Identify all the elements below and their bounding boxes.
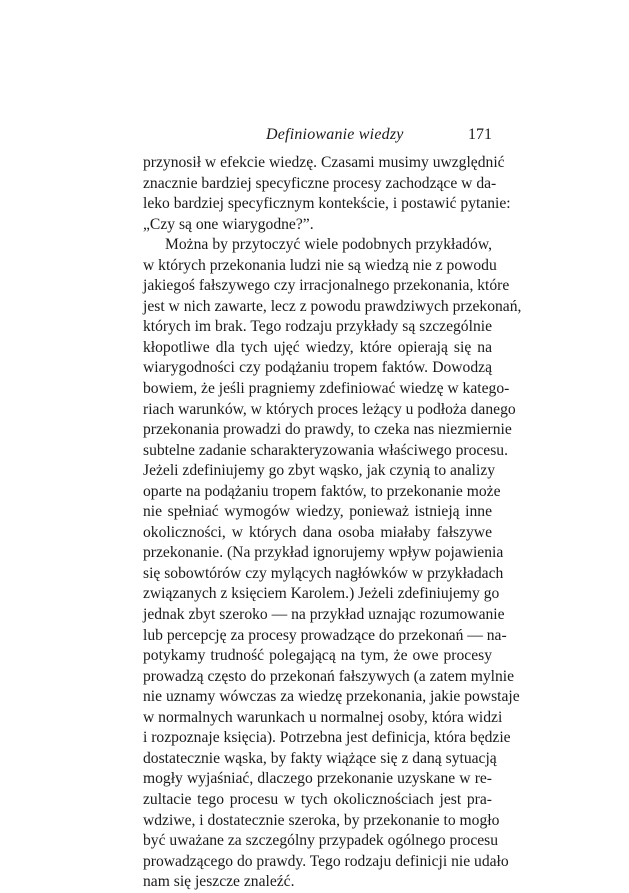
text-line: nam się jeszcze znaleźć. bbox=[143, 873, 295, 891]
text-line: lub percepcję za procesy prowadzące do przekonań — na- bbox=[143, 626, 507, 644]
text-line: mogły wyjaśniać, dlaczego przekonanie uzyskane w re- bbox=[143, 770, 492, 788]
text-line: jakiegoś fałszywego czy irracjonalnego przekonania, które bbox=[143, 277, 510, 295]
body-text bbox=[143, 153, 522, 893]
text-line: w normalnych warunkach u normalnej osoby, która widzi bbox=[143, 708, 503, 726]
text-line: prowadzą często do przekonań fałszywych (a zatem mylnie bbox=[143, 667, 515, 685]
text-line: okoliczności, w których dana osoba miałaby fałszywe bbox=[143, 523, 492, 541]
text-line: zultacie tego procesu w tych okolicznościach jest pra- bbox=[143, 790, 492, 808]
running-head bbox=[144, 124, 492, 146]
text-line: związanych z księciem Karolem.) Jeżeli zdefiniujemy go bbox=[143, 585, 500, 603]
text-line: być uważane za szczególny przypadek ogólnego procesu bbox=[143, 832, 499, 850]
text-line: Jeżeli zdefiniujemy go zbyt wąsko, jak czynią to analizy bbox=[143, 462, 496, 480]
text-line: przekonania prowadzi do prawdy, to czeka nas niezmiernie bbox=[143, 421, 512, 439]
text-line: leko bardziej specyficznym kontekście, i postawić pytanie: bbox=[143, 195, 511, 213]
text-line: nie uznamy wówczas za wiedzę przekonania, jakie powstaje bbox=[143, 688, 520, 706]
text-line: subtelne zadanie scharakteryzowania właściwego procesu. bbox=[143, 441, 508, 459]
text-line: znacznie bardziej specyficzne procesy zachodzące w da- bbox=[143, 174, 497, 192]
text-line: prowadzącego do prawdy. Tego rodzaju definicji nie udało bbox=[143, 852, 509, 870]
text-line: oparte na podążaniu tropem faktów, to przekonanie może bbox=[143, 482, 501, 500]
text-line: jest w nich zawarte, lecz z powodu prawdziwych przekonań, bbox=[143, 297, 522, 315]
text-line: przynosił w efekcie wiedzę. Czasami musimy uwzględnić bbox=[143, 154, 505, 171]
text-line: nie spełniać wymogów wiedzy, ponieważ istnieją inne bbox=[143, 503, 492, 521]
text-line: kłopotliwe dla tych ujęć wiedzy, które opierają się na bbox=[143, 338, 492, 356]
text-line: potykamy trudność polegającą na tym, że owe procesy bbox=[143, 647, 492, 665]
text-line: wdziwe, i dostatecznie szeroka, by przekonanie to mogło bbox=[143, 811, 500, 829]
text-line: których im brak. Tego rodzaju przykłady są szczególnie bbox=[143, 318, 492, 336]
text-line: w których przekonania ludzi nie są wiedzą nie z powodu bbox=[143, 256, 497, 274]
text-line: się sobowtórów czy mylących nagłówków w przykładach bbox=[143, 564, 504, 582]
text-line: „Czy są one wiarygodne?”. bbox=[143, 215, 314, 233]
text-line: i rozpoznaje księcia). Potrzebna jest definicja, która będzie bbox=[143, 729, 511, 747]
text-line: Można by przytoczyć wiele podobnych przykładów, bbox=[165, 236, 492, 254]
paragraph-2 bbox=[143, 235, 522, 893]
text-line: bowiem, że jeśli pragniemy zdefiniować wiedzę w katego- bbox=[143, 380, 510, 398]
text-line: wiarygodności czy podążaniu tropem faktów. Dowodzą bbox=[143, 359, 492, 377]
running-title: Definiowanie wiedzy bbox=[266, 126, 404, 143]
text-line: przekonanie. (Na przykład ignorujemy wpływ pojawienia bbox=[143, 544, 504, 562]
text-line: riach warunków, w których proces leżący u podłoża danego bbox=[143, 400, 516, 418]
text-line: jednak zbyt szeroko — na przykład uznając rozumowanie bbox=[143, 606, 505, 624]
page-number: 171 bbox=[468, 126, 492, 143]
text-line: dostatecznie wąska, by fakty wiążące się z daną sytuacją bbox=[143, 749, 497, 767]
paragraph-1 bbox=[143, 153, 511, 235]
